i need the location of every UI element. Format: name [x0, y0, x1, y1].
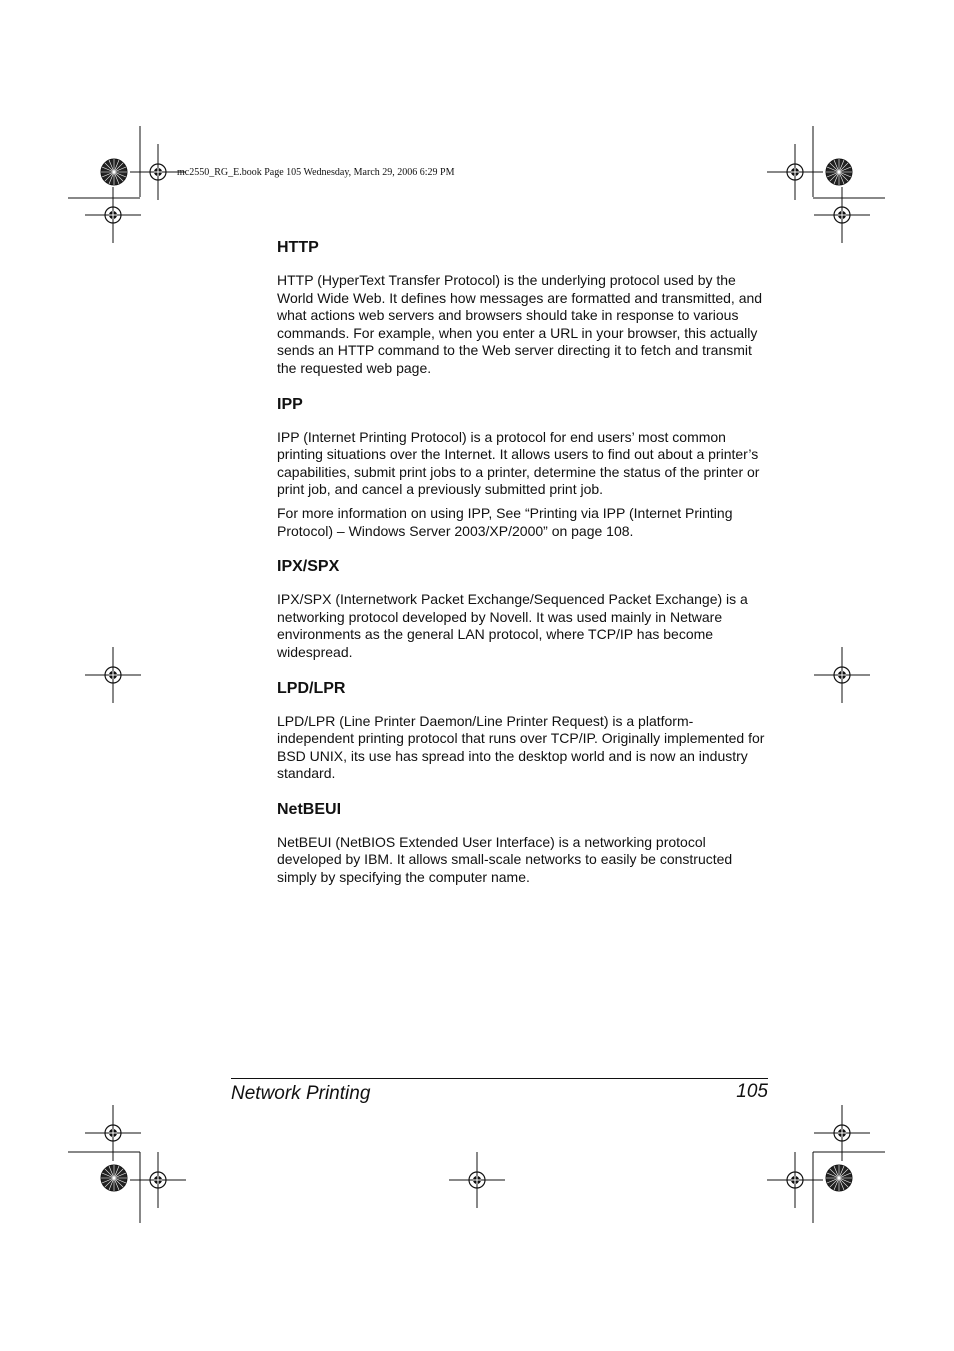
page-content	[277, 238, 770, 893]
page-number: 105	[736, 1081, 768, 1102]
color-target-icon	[101, 1165, 127, 1191]
color-target-icon	[826, 159, 852, 185]
registration-mark-icon	[449, 1152, 505, 1208]
registration-mark-icon	[85, 1105, 141, 1161]
registration-mark-icon	[767, 144, 823, 200]
section-paragraph: IPP (Internet Printing Protocol) is a protocol for end users’ most common printing situations over the Internet. It allows users to find out about a printer’s capabilities, submit print jobs to a printer, determine the status of the printer or print job, and cancel a previously submitted print job.	[277, 428, 760, 498]
section-paragraph: HTTP (HyperText Transfer Protocol) is the underlying protocol used by the World Wide Web. It defines how messages are formatted and transmitted, and what actions web servers and browsers should take in response to various commands. For example, when you enter a URL in your browser, this actually sends an HTTP command to the Web server directing it to fetch and transmit the requested web page.	[277, 272, 763, 376]
registration-mark-icon	[85, 187, 141, 243]
footer-rule	[231, 1078, 768, 1079]
color-target-icon	[826, 1165, 852, 1191]
registration-mark-icon	[85, 647, 141, 703]
section-heading: IPP	[277, 395, 303, 413]
section-heading: HTTP	[277, 239, 319, 256]
book-header-note: mc2550_RG_E.book Page 105 Wednesday, March 29, 2006 6:29 PM	[177, 167, 455, 178]
section-ipx-spx	[277, 557, 770, 661]
section-heading: LPD/LPR	[277, 679, 346, 697]
section-paragraph: For more information on using IPP, See “Printing via IPP (Internet Printing Protocol) – Windows Server 2003/XP/2000” on page 108.	[277, 504, 733, 539]
section-ipp	[277, 395, 770, 541]
section-paragraph: LPD/LPR (Line Printer Daemon/Line Printer Request) is a platform-independent printing protocol that runs over TCP/IP. Originally implemented for BSD UNIX, its use has spread into the desktop world and is now an industry standard.	[277, 712, 765, 782]
section-netbeui	[277, 800, 770, 887]
section-paragraph: IPX/SPX (Internetwork Packet Exchange/Sequenced Packet Exchange) is a networking protocol developed by Novell. It was used mainly in Netware environments as the general LAN protocol, where TCP/IP has become widespread.	[277, 591, 748, 660]
section-http	[277, 238, 770, 378]
registration-mark-icon	[130, 1152, 186, 1208]
section-paragraph: NetBEUI (NetBIOS Extended User Interface) is a networking protocol developed by IBM. It allows small-scale networks to easily be constructed simply by specifying the computer name.	[277, 833, 733, 886]
footer-title: Network Printing	[231, 1083, 371, 1104]
registration-mark-icon	[767, 1152, 823, 1208]
registration-mark-icon	[814, 1105, 870, 1161]
section-lpd-lpr	[277, 679, 770, 783]
registration-mark-icon	[814, 187, 870, 243]
section-heading: NetBEUI	[277, 800, 342, 818]
section-heading: IPX/SPX	[277, 558, 340, 576]
registration-mark-icon	[814, 647, 870, 703]
color-target-icon	[101, 159, 127, 185]
